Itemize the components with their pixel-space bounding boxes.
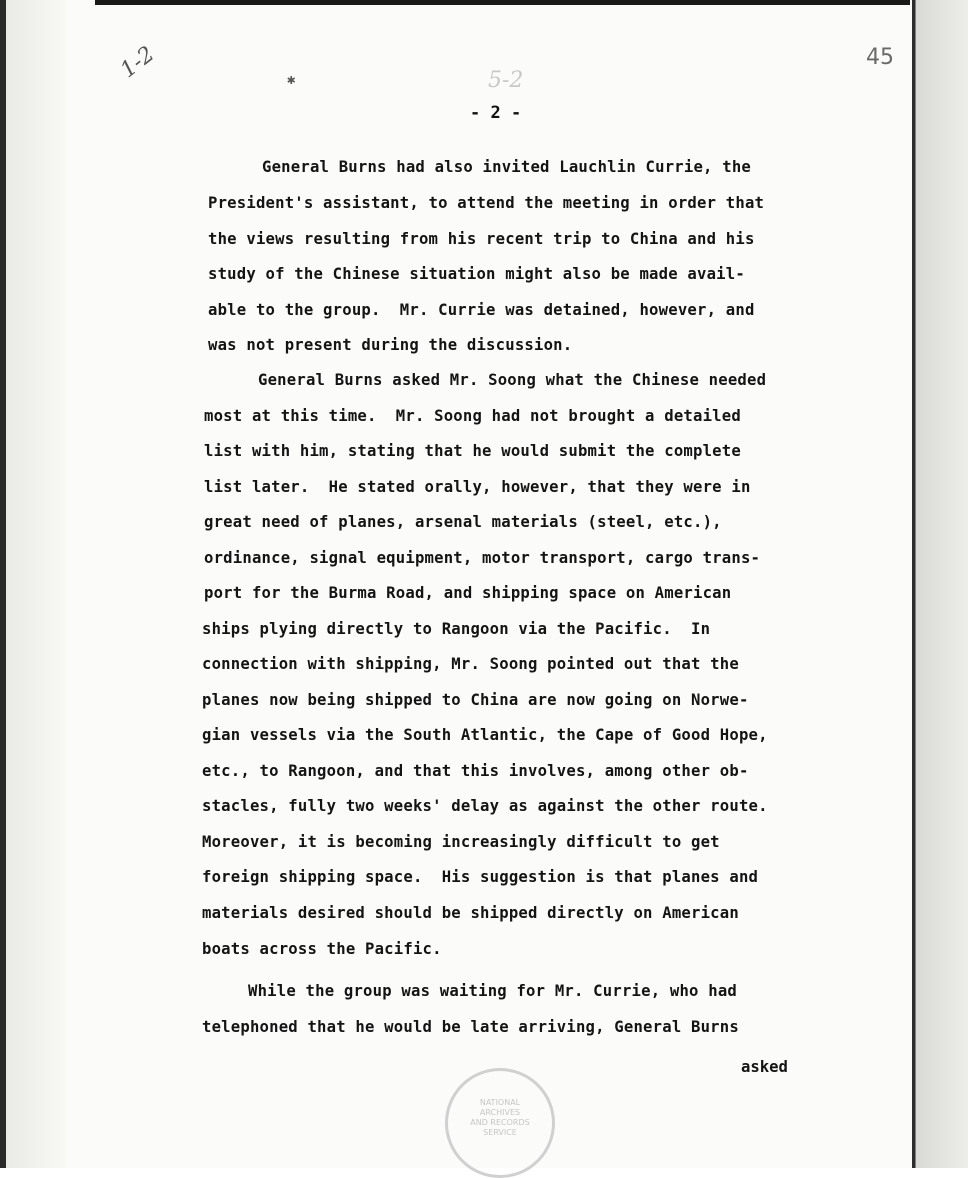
handwritten-margin-note: 1-2	[116, 41, 160, 84]
text-line: telephoned that he would be late arriving, General Burns	[202, 1018, 739, 1036]
text-line: ships plying directly to Rangoon via the Pacific. In	[202, 620, 711, 638]
scan-right-edge	[912, 0, 968, 1168]
text-line: able to the group. Mr. Currie was detained, however, and	[208, 301, 755, 319]
text-line: gian vessels via the South Atlantic, the Cape of Good Hope,	[202, 726, 768, 744]
text-line: materials desired should be shipped directly on American	[202, 904, 739, 922]
text-line: most at this time. Mr. Soong had not brought a detailed	[204, 407, 741, 425]
top-edge-line	[95, 0, 910, 5]
text-line: list with him, stating that he would submit the complete	[204, 442, 741, 460]
text-line: While the group was waiting for Mr. Currie, who had	[248, 982, 737, 1000]
page-number: - 2 -	[470, 103, 522, 123]
text-line: the views resulting from his recent trip to China and his	[208, 230, 755, 248]
text-line: connection with shipping, Mr. Soong pointed out that the	[202, 655, 739, 673]
text-line: foreign shipping space. His suggestion is that planes and	[202, 868, 759, 886]
text-line: boats across the Pacific.	[202, 940, 442, 958]
text-line: stacles, fully two weeks' delay as against the other route.	[202, 797, 768, 815]
text-line: General Burns had also invited Lauchlin Currie, the	[262, 158, 751, 176]
folio-number: 45	[866, 45, 894, 70]
text-line: etc., to Rangoon, and that this involves, among other ob-	[202, 762, 749, 780]
text-line: great need of planes, arsenal materials (steel, etc.),	[204, 513, 722, 531]
asterisk-mark: ✱	[287, 72, 296, 88]
text-line: list later. He stated orally, however, that they were in	[204, 478, 751, 496]
text-line: port for the Burma Road, and shipping space on American	[204, 584, 732, 602]
scan-left-margin	[6, 0, 66, 1168]
text-line: planes now being shipped to China are now going on Norwe-	[202, 691, 749, 709]
text-line: General Burns asked Mr. Soong what the Chinese needed	[258, 371, 767, 389]
text-line: was not present during the discussion.	[208, 336, 573, 354]
text-line: ordinance, signal equipment, motor transport, cargo trans-	[204, 549, 761, 567]
archive-stamp-text: NATIONAL ARCHIVES AND RECORDS SERVICE	[470, 1098, 530, 1137]
pencil-annotation: 5-2	[488, 68, 524, 93]
catchword: asked	[741, 1058, 788, 1076]
text-line: President's assistant, to attend the meeting in order that	[208, 194, 765, 212]
text-line: Moreover, it is becoming increasingly difficult to get	[202, 833, 720, 851]
text-line: study of the Chinese situation might also be made avail-	[208, 265, 745, 283]
